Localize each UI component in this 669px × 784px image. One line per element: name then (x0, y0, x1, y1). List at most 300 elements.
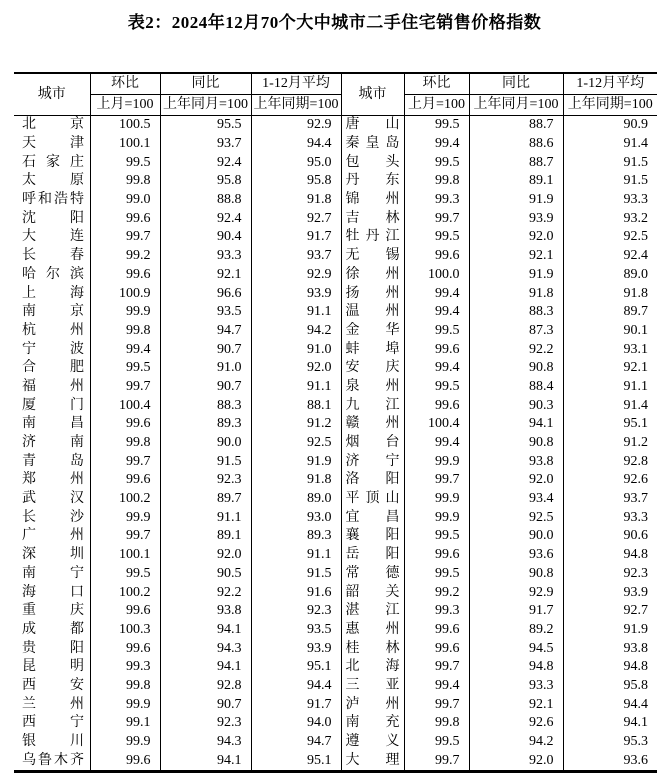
mom-value-right: 99.7 (404, 471, 469, 490)
table-row (14, 172, 657, 191)
mom-value-left: 99.9 (90, 695, 160, 714)
mom-value-right: 99.6 (404, 340, 469, 359)
avg-value-right: 92.3 (623, 565, 648, 581)
avg-value-right: 94.4 (623, 696, 648, 712)
city-name: 徐 州 (345, 266, 400, 282)
city-cell-right (341, 247, 404, 266)
city-cell-right (341, 153, 404, 172)
avg-value-left: 93.9 (251, 284, 341, 303)
table-row (14, 639, 657, 658)
city-cell-right (341, 172, 404, 191)
city-cell-left (14, 452, 90, 471)
avg-value-left: 91.6 (251, 583, 341, 602)
city-name: 温 州 (345, 304, 400, 320)
mom-value-right: 99.4 (404, 135, 469, 154)
mom-value-left: 100.5 (90, 116, 160, 135)
city-name: 桂 林 (345, 640, 400, 656)
table-row (14, 565, 657, 584)
city-cell-left (14, 415, 90, 434)
yoy-value-right: 93.6 (469, 546, 563, 565)
mom-value-right: 99.2 (404, 583, 469, 602)
avg-value-left: 94.4 (251, 677, 341, 696)
avg-value-left: 91.1 (251, 378, 341, 397)
yoy-value-left: 92.4 (160, 209, 251, 228)
mom-value-left: 100.2 (90, 490, 160, 509)
mom-value-right: 99.3 (404, 602, 469, 621)
city-cell-left (14, 546, 90, 565)
avg-value-left: 91.8 (251, 191, 341, 210)
table-body (14, 116, 657, 772)
table-title: 表2：2024年12月70个大中城市二手住宅销售价格指数 (127, 13, 542, 32)
avg-value-left: 92.9 (251, 266, 341, 285)
avg-value-left: 92.7 (251, 209, 341, 228)
city-cell-left (14, 658, 90, 677)
city-cell-left (14, 322, 90, 341)
header-mom-base-right: 上月=100 (404, 95, 469, 116)
city-name: 杭 州 (22, 322, 84, 338)
yoy-value-right: 88.7 (469, 153, 563, 172)
city-cell-left (14, 527, 90, 546)
city-cell-left (14, 172, 90, 191)
yoy-value-left: 90.7 (160, 695, 251, 714)
yoy-value-left: 92.3 (160, 471, 251, 490)
yoy-value-right: 92.6 (469, 714, 563, 733)
avg-value-right: 91.8 (623, 285, 648, 301)
city-name: 哈 尔 滨 (22, 266, 84, 282)
city-name: 成 都 (22, 621, 84, 637)
mom-value-left: 99.7 (90, 527, 160, 546)
yoy-value-right: 92.1 (469, 695, 563, 714)
avg-value-left: 93.5 (251, 621, 341, 640)
city-cell-right (341, 508, 404, 527)
city-cell-right (341, 695, 404, 714)
mom-value-left: 99.6 (90, 471, 160, 490)
city-cell-right (341, 527, 404, 546)
city-cell-right (341, 378, 404, 397)
table-row (14, 546, 657, 565)
city-cell-right (341, 228, 404, 247)
avg-value-right: 93.2 (623, 210, 648, 226)
city-cell-right (341, 340, 404, 359)
avg-value-left: 92.0 (251, 359, 341, 378)
city-name: 锦 州 (345, 192, 400, 208)
city-cell-right (341, 303, 404, 322)
city-name: 武 汉 (22, 491, 84, 507)
yoy-value-left: 95.5 (160, 116, 251, 135)
mom-value-left: 99.6 (90, 415, 160, 434)
yoy-value-left: 90.4 (160, 228, 251, 247)
city-name: 牡 丹 江 (345, 229, 400, 245)
header-yoy-base-right: 上年同月=100 (469, 95, 563, 116)
yoy-value-left: 92.2 (160, 583, 251, 602)
mom-value-left: 99.0 (90, 191, 160, 210)
mom-value-left: 100.2 (90, 583, 160, 602)
avg-value-left: 91.7 (251, 228, 341, 247)
city-name: 西 宁 (22, 715, 84, 731)
city-name: 太 原 (22, 173, 84, 189)
mom-value-left: 100.9 (90, 284, 160, 303)
city-cell-left (14, 714, 90, 733)
avg-value-right: 93.3 (623, 192, 648, 208)
avg-value-left: 91.1 (251, 303, 341, 322)
yoy-value-left: 93.5 (160, 303, 251, 322)
city-cell-right (341, 415, 404, 434)
mom-value-left: 99.8 (90, 172, 160, 191)
mom-value-right: 99.5 (404, 733, 469, 752)
avg-value-left: 93.9 (251, 639, 341, 658)
city-cell-right (341, 677, 404, 696)
city-name: 沈 阳 (22, 210, 84, 226)
yoy-value-right: 92.9 (469, 583, 563, 602)
mom-value-left: 99.9 (90, 303, 160, 322)
city-cell-right (341, 565, 404, 584)
city-name: 石 家 庄 (22, 154, 84, 170)
city-name: 长 沙 (22, 509, 84, 525)
yoy-value-right: 93.8 (469, 452, 563, 471)
table-row (14, 508, 657, 527)
header-row-1 (14, 73, 657, 95)
table-row (14, 135, 657, 154)
mom-value-right: 99.4 (404, 359, 469, 378)
avg-value-right: 91.4 (623, 136, 648, 152)
avg-value-left: 93.7 (251, 247, 341, 266)
table-row (14, 527, 657, 546)
avg-value-left: 94.2 (251, 322, 341, 341)
header-mom-right: 环比 (404, 73, 469, 95)
city-cell-left (14, 490, 90, 509)
table-row (14, 714, 657, 733)
city-name: 岳 阳 (345, 547, 400, 563)
yoy-value-right: 90.8 (469, 565, 563, 584)
mom-value-right: 99.4 (404, 677, 469, 696)
avg-value-left: 91.1 (251, 546, 341, 565)
avg-value-right: 94.8 (623, 659, 648, 675)
mom-value-left: 99.6 (90, 751, 160, 771)
table-row (14, 247, 657, 266)
mom-value-right: 100.4 (404, 415, 469, 434)
table-row (14, 116, 657, 135)
city-cell-right (341, 359, 404, 378)
avg-value-right: 93.6 (623, 752, 648, 768)
mom-value-left: 99.5 (90, 565, 160, 584)
mom-value-right: 99.4 (404, 303, 469, 322)
avg-value-right: 95.3 (623, 734, 648, 750)
city-name: 福 州 (22, 378, 84, 394)
avg-value-left: 94.4 (251, 135, 341, 154)
avg-value-left: 89.0 (251, 490, 341, 509)
table-row (14, 322, 657, 341)
table-row (14, 677, 657, 696)
yoy-value-left: 89.1 (160, 527, 251, 546)
yoy-value-left: 94.3 (160, 733, 251, 752)
yoy-value-right: 91.8 (469, 284, 563, 303)
mom-value-right: 99.5 (404, 153, 469, 172)
city-cell-right (341, 209, 404, 228)
city-cell-left (14, 266, 90, 285)
table-row (14, 621, 657, 640)
yoy-value-left: 90.0 (160, 434, 251, 453)
avg-value-right: 93.1 (623, 341, 648, 357)
yoy-value-left: 89.3 (160, 415, 251, 434)
city-cell-left (14, 508, 90, 527)
mom-value-right: 100.0 (404, 266, 469, 285)
city-name: 烟 台 (345, 435, 400, 451)
yoy-value-right: 90.3 (469, 396, 563, 415)
avg-value-left: 92.9 (251, 116, 341, 135)
table-row (14, 452, 657, 471)
table-row (14, 490, 657, 509)
mom-value-right: 99.7 (404, 751, 469, 771)
table-row (14, 266, 657, 285)
city-name: 广 州 (22, 528, 84, 544)
city-cell-left (14, 583, 90, 602)
yoy-value-left: 90.7 (160, 378, 251, 397)
yoy-value-left: 94.1 (160, 658, 251, 677)
city-name: 蚌 埠 (345, 341, 400, 357)
city-cell-left (14, 359, 90, 378)
avg-value-right: 91.1 (623, 378, 648, 394)
city-cell-left (14, 751, 90, 771)
table-row (14, 733, 657, 752)
mom-value-right: 99.6 (404, 396, 469, 415)
table-row (14, 751, 657, 771)
avg-value-right: 90.9 (623, 117, 648, 133)
city-name: 郑 州 (22, 472, 84, 488)
yoy-value-left: 90.5 (160, 565, 251, 584)
avg-value-right: 91.2 (623, 435, 648, 451)
city-name: 大 理 (345, 752, 400, 768)
city-name: 合 肥 (22, 360, 84, 376)
city-cell-right (341, 583, 404, 602)
table-row (14, 602, 657, 621)
city-cell-right (341, 191, 404, 210)
mom-value-left: 99.5 (90, 153, 160, 172)
mom-value-right: 99.5 (404, 322, 469, 341)
avg-value-right: 94.1 (623, 715, 648, 731)
yoy-value-right: 92.0 (469, 471, 563, 490)
avg-value-right: 92.7 (623, 603, 648, 619)
city-name: 泉 州 (345, 378, 400, 394)
yoy-value-right: 89.2 (469, 621, 563, 640)
avg-value-right: 91.9 (623, 621, 648, 637)
yoy-value-left: 91.0 (160, 359, 251, 378)
city-name: 遵 义 (345, 734, 400, 750)
yoy-value-left: 94.7 (160, 322, 251, 341)
header-city-left: 城市 (14, 73, 90, 116)
table-row (14, 695, 657, 714)
mom-value-right: 99.7 (404, 658, 469, 677)
city-cell-left (14, 340, 90, 359)
city-name: 三 亚 (345, 677, 400, 693)
avg-value-right: 93.8 (623, 640, 648, 656)
city-cell-left (14, 677, 90, 696)
avg-value-right: 95.8 (623, 677, 648, 693)
city-cell-left (14, 471, 90, 490)
city-name: 深 圳 (22, 547, 84, 563)
avg-value-right: 91.4 (623, 397, 648, 413)
yoy-value-left: 95.8 (160, 172, 251, 191)
table-row (14, 434, 657, 453)
yoy-value-left: 91.1 (160, 508, 251, 527)
city-name: 天 津 (22, 136, 84, 152)
city-cell-right (341, 751, 404, 771)
mom-value-left: 100.4 (90, 396, 160, 415)
city-name: 大 连 (22, 229, 84, 245)
yoy-value-right: 94.1 (469, 415, 563, 434)
city-name: 银 川 (22, 734, 84, 750)
yoy-value-left: 92.0 (160, 546, 251, 565)
city-cell-right (341, 733, 404, 752)
city-cell-right (341, 322, 404, 341)
mom-value-left: 99.9 (90, 508, 160, 527)
city-name: 重 庆 (22, 603, 84, 619)
header-yoy-right: 同比 (469, 73, 563, 95)
city-name: 吉 林 (345, 210, 400, 226)
city-name: 唐 山 (345, 117, 400, 133)
avg-value-left: 95.1 (251, 751, 341, 771)
mom-value-right: 99.5 (404, 378, 469, 397)
city-name: 乌 鲁 木 齐 (22, 752, 84, 768)
mom-value-right: 99.8 (404, 714, 469, 733)
city-cell-right (341, 135, 404, 154)
table-row (14, 396, 657, 415)
mom-value-right: 99.5 (404, 228, 469, 247)
price-index-table (14, 72, 657, 773)
city-name: 昆 明 (22, 659, 84, 675)
city-cell-left (14, 153, 90, 172)
yoy-value-right: 93.4 (469, 490, 563, 509)
table-row (14, 359, 657, 378)
table-row (14, 284, 657, 303)
avg-value-left: 93.0 (251, 508, 341, 527)
mom-value-left: 99.8 (90, 434, 160, 453)
yoy-value-left: 91.5 (160, 452, 251, 471)
yoy-value-left: 88.3 (160, 396, 251, 415)
city-name: 襄 阳 (345, 528, 400, 544)
table-row (14, 378, 657, 397)
header-avg-right: 1-12月平均 (563, 73, 657, 95)
avg-value-left: 95.1 (251, 658, 341, 677)
avg-value-right: 95.1 (623, 416, 648, 432)
header-avg-base-left: 上年同期=100 (251, 95, 341, 116)
avg-value-right: 92.5 (623, 229, 648, 245)
city-name: 金 华 (345, 322, 400, 338)
city-name: 安 庆 (345, 360, 400, 376)
city-cell-right (341, 621, 404, 640)
city-name: 九 江 (345, 397, 400, 413)
city-name: 秦 皇 岛 (345, 136, 400, 152)
mom-value-right: 99.7 (404, 209, 469, 228)
mom-value-left: 99.6 (90, 209, 160, 228)
yoy-value-left: 92.1 (160, 266, 251, 285)
city-cell-right (341, 471, 404, 490)
yoy-value-right: 94.8 (469, 658, 563, 677)
avg-value-left: 92.3 (251, 602, 341, 621)
yoy-value-left: 89.7 (160, 490, 251, 509)
avg-value-right: 90.6 (623, 528, 648, 544)
avg-value-right: 93.7 (623, 491, 648, 507)
table-row (14, 303, 657, 322)
mom-value-left: 100.1 (90, 135, 160, 154)
yoy-value-right: 88.3 (469, 303, 563, 322)
yoy-value-right: 93.3 (469, 677, 563, 696)
table-header (14, 73, 657, 116)
yoy-value-left: 94.1 (160, 751, 251, 771)
city-cell-left (14, 396, 90, 415)
city-name: 上 海 (22, 285, 84, 301)
avg-value-right: 94.8 (623, 547, 648, 563)
mom-value-right: 99.5 (404, 116, 469, 135)
mom-value-left: 99.1 (90, 714, 160, 733)
mom-value-left: 99.6 (90, 266, 160, 285)
mom-value-right: 99.5 (404, 565, 469, 584)
yoy-value-left: 94.3 (160, 639, 251, 658)
mom-value-left: 99.8 (90, 322, 160, 341)
table-row (14, 228, 657, 247)
yoy-value-left: 94.1 (160, 621, 251, 640)
city-cell-left (14, 191, 90, 210)
yoy-value-left: 92.8 (160, 677, 251, 696)
avg-value-right: 89.7 (623, 304, 648, 320)
mom-value-left: 99.5 (90, 359, 160, 378)
city-cell-left (14, 565, 90, 584)
city-name: 宜 昌 (345, 509, 400, 525)
city-name: 扬 州 (345, 285, 400, 301)
mom-value-left: 99.6 (90, 639, 160, 658)
city-name: 泸 州 (345, 696, 400, 712)
mom-value-right: 99.6 (404, 546, 469, 565)
yoy-value-right: 94.2 (469, 733, 563, 752)
yoy-value-right: 88.7 (469, 116, 563, 135)
city-name: 湛 江 (345, 603, 400, 619)
yoy-value-right: 91.9 (469, 266, 563, 285)
avg-value-left: 91.2 (251, 415, 341, 434)
yoy-value-right: 92.1 (469, 247, 563, 266)
avg-value-right: 92.1 (623, 360, 648, 376)
mom-value-left: 99.2 (90, 247, 160, 266)
yoy-value-right: 92.5 (469, 508, 563, 527)
yoy-value-right: 89.1 (469, 172, 563, 191)
header-yoy-left: 同比 (160, 73, 251, 95)
city-cell-right (341, 639, 404, 658)
city-name: 洛 阳 (345, 472, 400, 488)
city-cell-right (341, 452, 404, 471)
city-cell-left (14, 434, 90, 453)
city-name: 南 充 (345, 715, 400, 731)
table-row (14, 583, 657, 602)
city-name: 南 宁 (22, 565, 84, 581)
city-cell-left (14, 695, 90, 714)
city-name: 北 海 (345, 659, 400, 675)
city-name: 呼 和 浩 特 (22, 192, 84, 208)
city-name: 赣 州 (345, 416, 400, 432)
avg-value-right: 92.8 (623, 453, 648, 469)
avg-value-left: 92.5 (251, 434, 341, 453)
avg-value-left: 94.0 (251, 714, 341, 733)
yoy-value-right: 93.9 (469, 209, 563, 228)
yoy-value-left: 96.6 (160, 284, 251, 303)
city-cell-right (341, 116, 404, 135)
mom-value-left: 99.6 (90, 602, 160, 621)
yoy-value-right: 88.4 (469, 378, 563, 397)
yoy-value-right: 87.3 (469, 322, 563, 341)
avg-value-right: 91.5 (623, 154, 648, 170)
table-row (14, 340, 657, 359)
city-name: 无 锡 (345, 248, 400, 264)
yoy-value-right: 94.5 (469, 639, 563, 658)
yoy-value-right: 91.9 (469, 191, 563, 210)
mom-value-left: 99.7 (90, 378, 160, 397)
